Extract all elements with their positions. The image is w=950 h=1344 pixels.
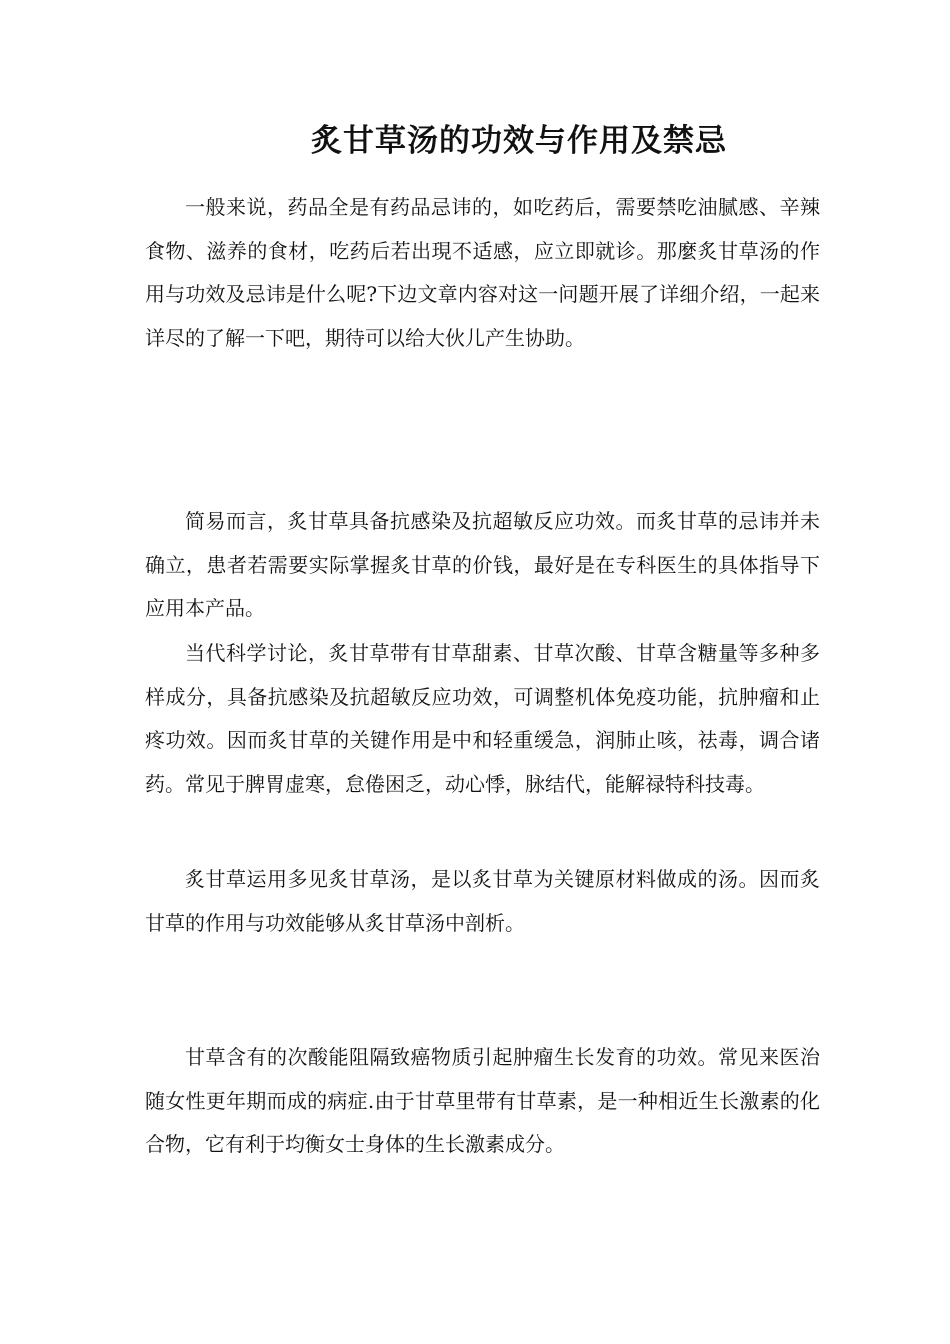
document-title: 炙甘草汤的功效与作用及禁忌 [311, 123, 727, 159]
paragraph-summary: 简易而言，炙甘草具备抗感染及抗超敏反应功效。而炙甘草的忌讳并未确立，患者若需要实际掌握炙甘草的价钱，最好是在专科医生的具体指导下应用本产品。 [145, 509, 820, 620]
paragraph-hormone: 甘草含有的次酸能阻隔致癌物质引起肿瘤生长发育的功效。常见来医治随女性更年期而成的病症.由于甘草里带有甘草素，是一种相近生长激素的化合物，它有利于均衡女士身体的生长激素成分。 [145, 1045, 820, 1156]
paragraph-decoction: 炙甘草运用多见炙甘草汤，是以炙甘草为关键原材料做成的汤。因而炙甘草的作用与功效能够从炙甘草汤中剖析。 [145, 867, 820, 935]
paragraph-intro: 一般来说，药品全是有药品忌讳的，如吃药后，需要禁吃油腻感、辛辣食物、滋养的食材，吃药后若出現不适感，应立即就诊。那麼炙甘草汤的作用与功效及忌讳是什么呢?下边文章内容对这一问题开展了详细介绍，一起来详尽的了解一下吧，期待可以给大伙儿产生协助。 [145, 195, 820, 350]
paragraph-composition: 当代科学讨论，炙甘草带有甘草甜素、甘草次酸、甘草含糖量等多种多样成分，具备抗感染及抗超敏反应功效，可调整机体免疫功能，抗肿瘤和止疼功效。因而炙甘草的关键作用是中和轻重缓急，润肺止咳，祛毒，调合诸药。常见于脾胃虚寒，怠倦困乏，动心悸，脉结代，能解禄特科技毒。 [145, 641, 820, 796]
